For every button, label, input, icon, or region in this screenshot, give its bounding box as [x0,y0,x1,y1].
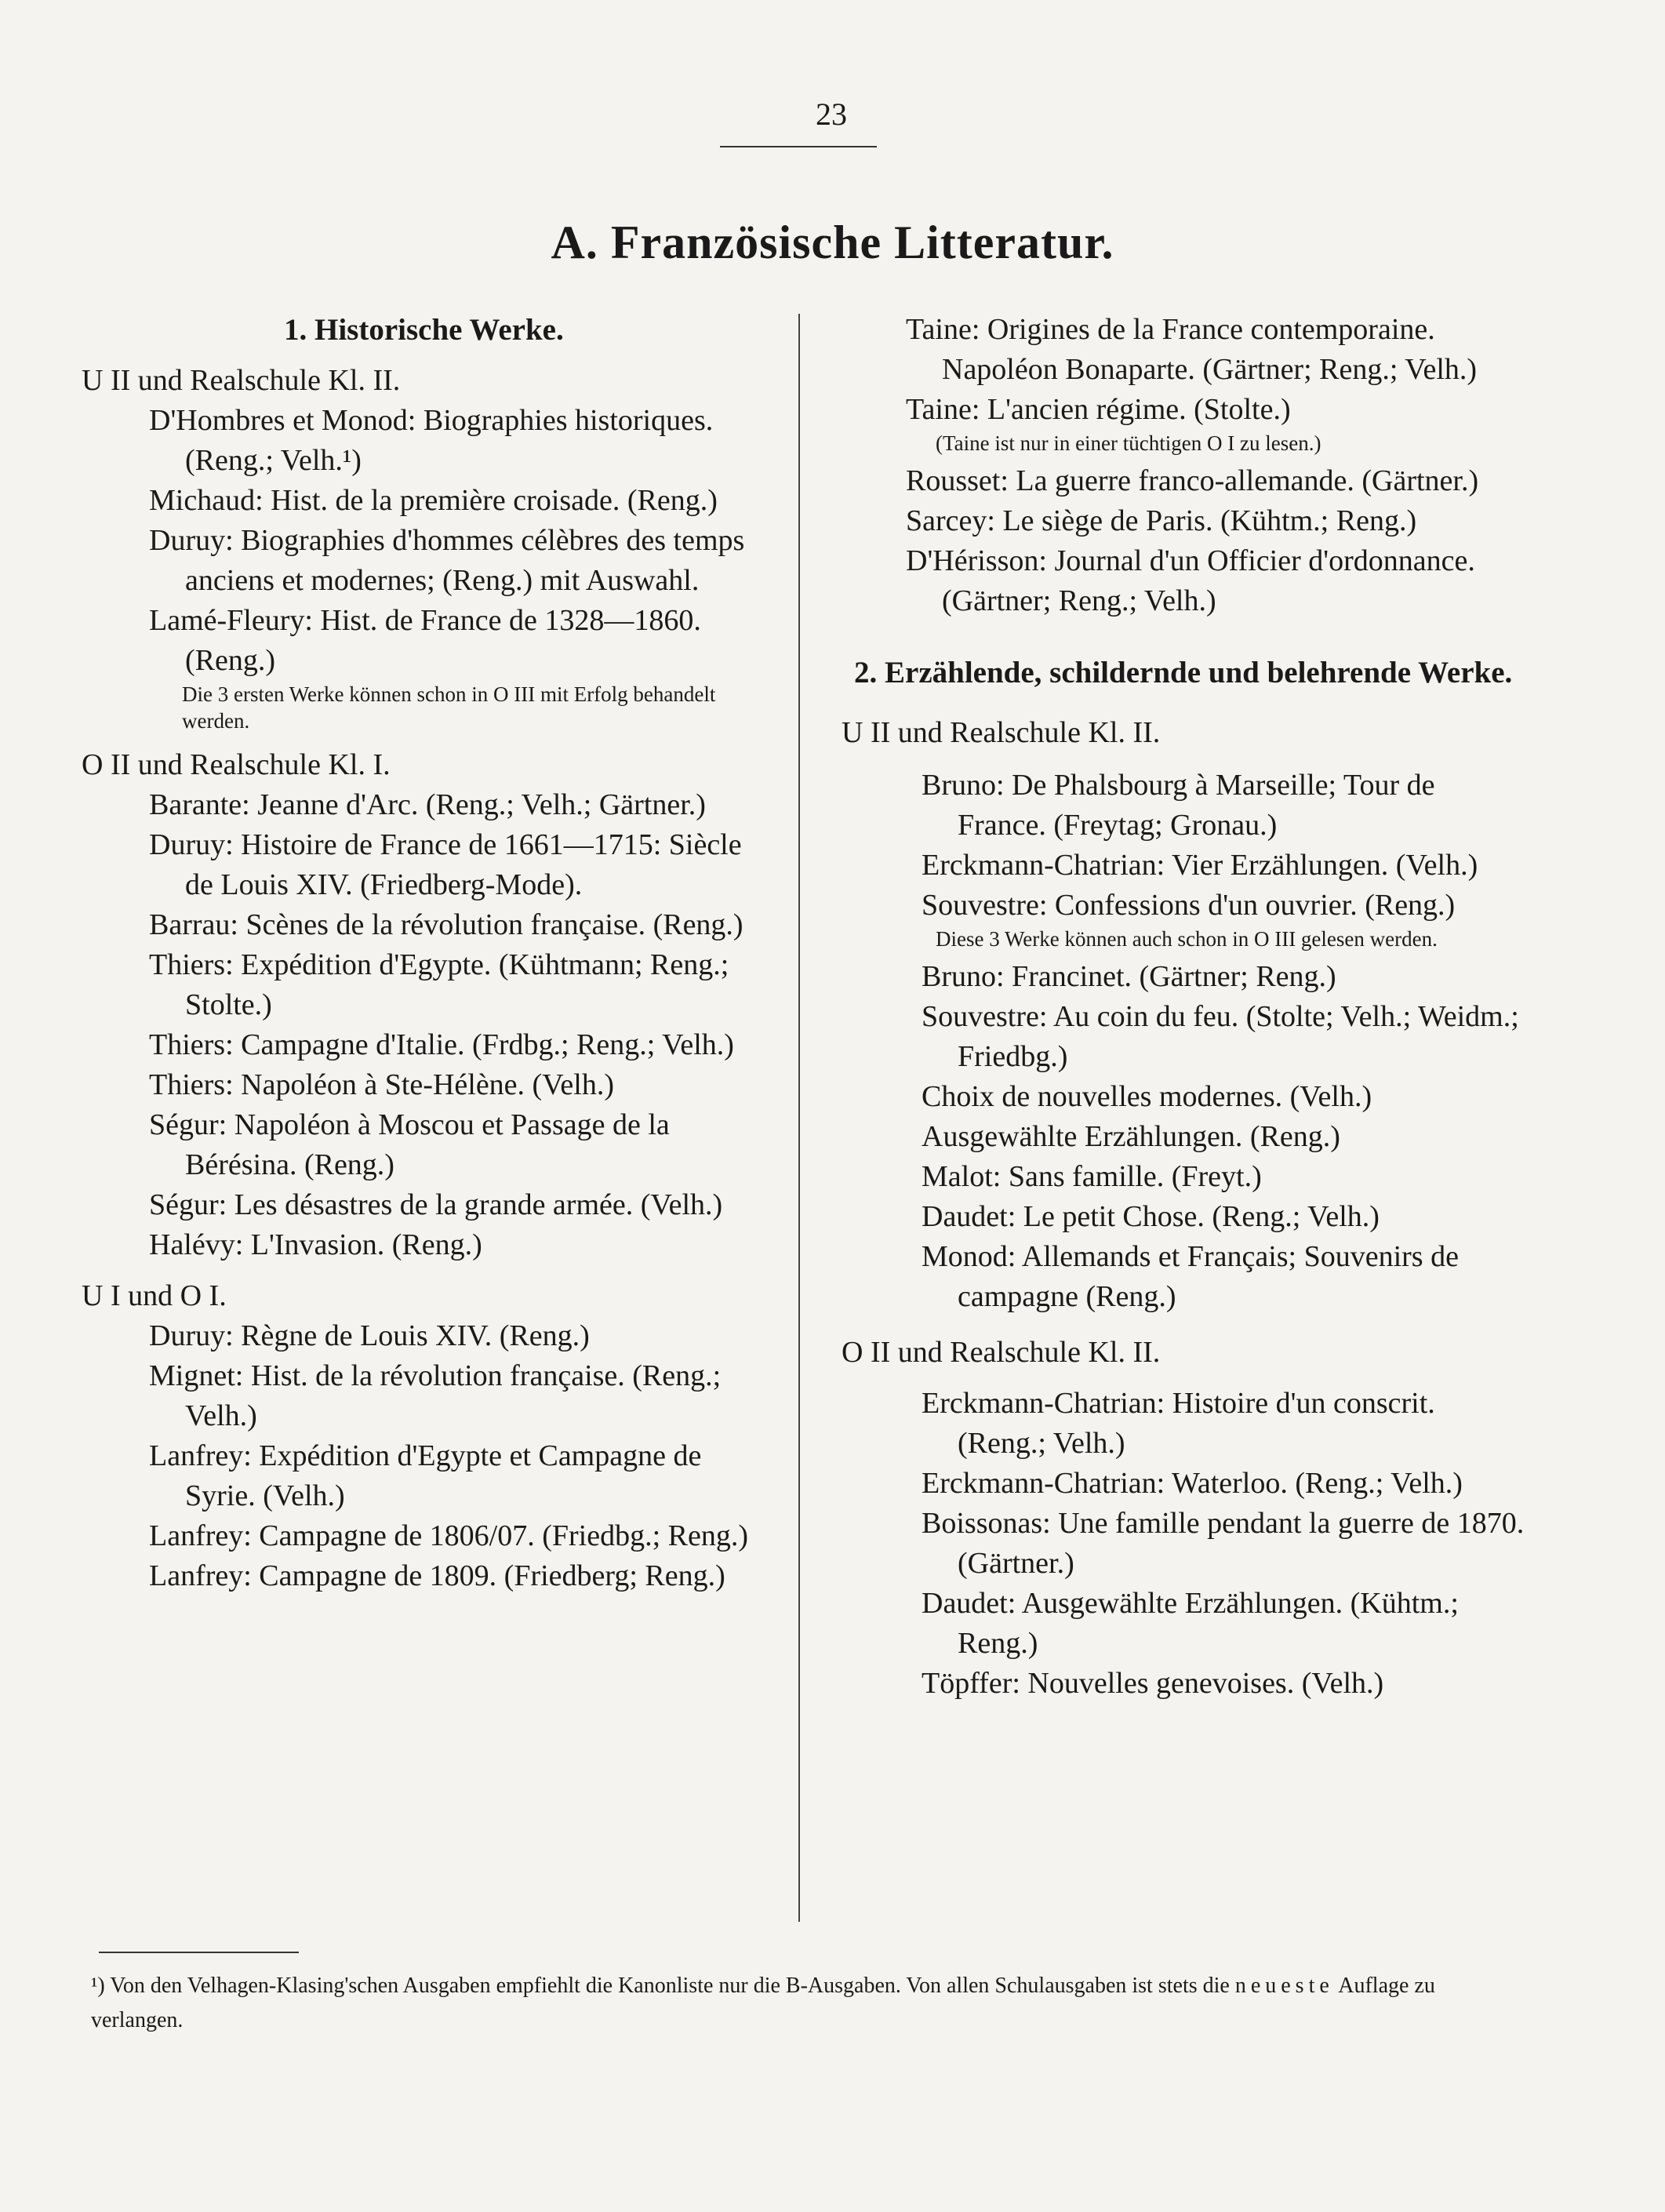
list-item: Bruno: De Phalsbourg à Marseille; Tour de France. (Freytag; Gronau.) [922,769,1435,842]
footnote-text: Von den Velhagen-Klasing'schen Ausgaben empfiehlt die Kanonliste nur die B-Ausgaben. Von allen Schulausgaben ist stets die [110,1974,1235,1998]
list-item: Ségur: Les désastres de la grande armée. (Velh.) [149,1188,723,1221]
note: Die 3 ersten Werke können schon in O III mit Erfolg behandelt werden. [182,682,716,733]
group-heading: O II und Realschule Kl. I. [82,748,391,781]
list-item: Ségur: Napoléon à Moscou et Passage de la Bérésina. (Reng.) [149,1108,670,1181]
left-column [82,310,773,1596]
spacer [842,1317,1529,1333]
spacer [842,621,1529,653]
list-item: D'Hérisson: Journal d'un Officier d'ordonnance. (Gärtner; Reng.; Velh.) [906,544,1475,617]
list-item: Erckmann-Chatrian: Vier Erzählungen. (Velh.) [922,849,1478,882]
list-item: Thiers: Campagne d'Italie. (Frdbg.; Reng.; Velh.) [149,1028,734,1061]
list-item: Lamé-Fleury: Hist. de France de 1328—1860. (Reng.) [149,604,701,677]
list-item: Erckmann-Chatrian: Histoire d'un conscrit. (Reng.; Velh.) [922,1387,1435,1460]
list-item: Halévy: L'Invasion. (Reng.) [149,1228,482,1261]
page-number: 23 [816,96,847,132]
section-heading-historical: 1. Historische Werke. [284,313,564,347]
footnote-rule [99,1952,299,1953]
footnote-text-end: Auflage zu verlangen. [91,1974,1435,2032]
note: (Taine ist nur in einer tüchtigen O I zu lesen.) [936,431,1321,455]
section-heading-narrative: 2. Erzählende, schildernde und belehrende Werke. [854,656,1513,689]
footnote [91,1969,1526,2038]
list-item: Thiers: Napoléon à Ste-Hélène. (Velh.) [149,1068,615,1101]
list-item: Taine: L'ancien régime. (Stolte.) [906,393,1291,426]
footnote-emphasis: neueste [1234,1974,1334,1998]
list-item: Lanfrey: Campagne de 1806/07. (Friedbg.; Reng.) [149,1519,749,1552]
group-heading: U II und Realschule Kl. II. [82,364,401,397]
list-item: Lanfrey: Campagne de 1809. (Friedberg; Reng.) [149,1559,725,1592]
list-item: Boissonas: Une famille pendant la guerre de 1870. (Gärtner.) [922,1507,1525,1580]
footnote-marker: ¹) [91,1974,105,1998]
list-item: Barante: Jeanne d'Arc. (Reng.; Velh.; Gärtner.) [149,788,706,821]
list-item: Michaud: Hist. de la première croisade. (Reng.) [149,484,718,517]
list-item: Choix de nouvelles modernes. (Velh.) [922,1080,1372,1113]
list-item: Ausgewählte Erzählungen. (Reng.) [922,1120,1340,1153]
list-item: D'Hombres et Monod: Biographies historiques. (Reng.; Velh.¹) [149,404,714,477]
list-item: Souvestre: Au coin du feu. (Stolte; Velh.; Weidm.; Friedbg.) [922,1000,1519,1073]
list-item: Monod: Allemands et Français; Souvenirs de campagne (Reng.) [922,1240,1459,1313]
list-item: Taine: Origines de la France contemporaine. Napoléon Bonaparte. (Gärtner; Reng.; Velh.) [906,313,1478,386]
group-heading: O II und Realschule Kl. II. [842,1336,1161,1369]
group-heading: U II und Realschule Kl. II. [842,716,1161,749]
list-item: Rousset: La guerre franco-allemande. (Gärtner.) [906,464,1479,497]
group-heading: U I und O I. [82,1279,227,1312]
page-title: A. Französische Litteratur. [551,216,1114,268]
spacer [842,700,1529,713]
list-item: Duruy: Règne de Louis XIV. (Reng.) [149,1319,590,1352]
list-item: Sarcey: Le siège de Paris. (Kühtm.; Reng.) [906,504,1417,537]
spacer [842,1373,1529,1384]
list-item: Malot: Sans famille. (Freyt.) [922,1160,1262,1193]
list-item: Töpffer: Nouvelles genevoises. (Velh.) [922,1667,1384,1700]
list-item: Daudet: Le petit Chose. (Reng.; Velh.) [922,1200,1380,1233]
list-item: Thiers: Expédition d'Egypte. (Kühtmann; Reng.; Stolte.) [149,948,729,1021]
page-number-rule [720,146,877,147]
list-item: Souvestre: Confessions d'un ouvrier. (Reng.) [922,889,1456,922]
note: Diese 3 Werke können auch schon in O III gelesen werden. [936,927,1438,951]
list-item: Erckmann-Chatrian: Waterloo. (Reng.; Velh.) [922,1467,1463,1500]
list-item: Duruy: Biographies d'hommes célèbres des temps anciens et modernes; (Reng.) mit Auswahl. [149,524,745,597]
list-item: Bruno: Francinet. (Gärtner; Reng.) [922,960,1336,993]
list-item: Barrau: Scènes de la révolution française. (Reng.) [149,908,743,941]
column-divider [798,314,800,1922]
list-item: Duruy: Histoire de France de 1661—1715: Siècle de Louis XIV. (Friedberg-Mode). [149,828,742,901]
right-column [842,310,1529,1704]
list-item: Lanfrey: Expédition d'Egypte et Campagne de Syrie. (Velh.) [149,1439,702,1512]
list-item: Mignet: Hist. de la révolution française. (Reng.; Velh.) [149,1359,722,1432]
list-item: Daudet: Ausgewählte Erzählungen. (Kühtm.; Reng.) [922,1587,1459,1660]
spacer [842,753,1529,766]
